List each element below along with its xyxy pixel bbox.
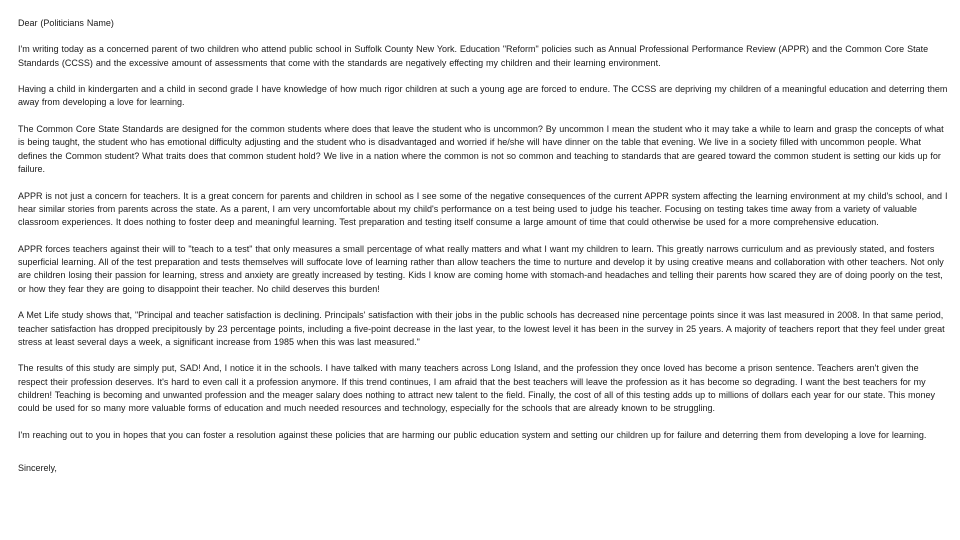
paragraph-common-core: The Common Core State Standards are designed for the common students where does that leave the student who is uncommon? By uncommon I mean the student who it may take a while to learn and grasp the concepts of what is being taught, the student who has emotional difficulty adjusting and the student who is disadvantaged and worried if he/she will have dinner on the table that evening. We live in a society filled with uncommon people. What defines the Common student? What traits does that common student hold? We live in a nation where the common is not so common and teaching to standards that are geared toward the common student is setting our kids up for failure. bbox=[18, 124, 944, 174]
paragraph-request: I'm reaching out to you in hopes that you can foster a resolution against these policies that are harming our public education system and setting our children up for failure and deterring them from developing a love for learning. bbox=[18, 429, 927, 440]
paragraph-appr-concern: APPR is not just a concern for teachers. It is a great concern for parents and children in school as I see some of the negative consequences of the current APPR system affecting the learning environment at my child's school, and I hear similar stories from parents across the state. As a parent, I am very uncomfortable about my child's performance on a test being used to judge his teacher. Focusing on testing takes time away from a variety of valuable classroom experiences. It does nothing to foster deep and meaningful learning. Test preparation and testing itself consume a large amount of time that could otherwise be used for a more comprehensive education. bbox=[18, 190, 948, 228]
paragraph-appr-teach-to-test: APPR forces teachers against their will to "teach to a test" that only measures a small percentage of what really matters and what I want my children to learn. This greatly narrows curriculum and as previously stated, and fosters superficial learning. All of the test preparation and tests themselves will suffocate love of learning rather than allow teachers the time to nurture and develop it by using creative means and collaboration with other teachers. Not only are children losing their passion for learning, stress and anxiety are greatly increased by testing. Kids I know are coming home with stomach-and headaches and telling their parents how scared they are of doing poorly on the test, or how they fear they are going to disappoint their teacher. No child deserves this burden! bbox=[18, 243, 944, 294]
paragraph-kindergarten: Having a child in kindergarten and a child in second grade I have knowledge of how much rigor children at such a young age are forced to endure. The CCSS are depriving my children of a meaningful education and deterring them away from developing a love for learning. bbox=[18, 84, 948, 108]
closing: Sincerely, bbox=[18, 463, 57, 474]
paragraph-metlife-study: A Met Life study shows that, "Principal and teacher satisfaction is declining. Principals' satisfaction with their jobs in the public schools has decreased nine percentage points since it was last measured in 2008. In that same period, teacher satisfaction has dropped precipitously by 23 percentage points, including a five-point decrease in the last year, to the lowest level it has been in the survey in 25 years. A majority of teachers report that they feel under great stress at least several days a week, a significant increase from 1985 when this was last measured." bbox=[18, 310, 945, 347]
letter-document bbox=[18, 17, 950, 476]
salutation: Dear (Politicians Name) bbox=[18, 18, 114, 28]
paragraph-study-results: The results of this study are simply put, SAD! And, I notice it in the schools. I have talked with many teachers across Long Island, and the profession they once loved has become a prison sentence. Teachers aren't given the respect their profession deserves. It's hard to even call it a profession anymore. If this trend continues, I am afraid that the best teachers will leave the profession as it has become so degrading. I want the best teachers for my children! Teaching is becoming and unwanted profession and the meager salary does nothing to attract new talent to the field. Finally, the cost of all of this testing adds up to millions of dollars each year for our state. This money could be used for so many more valuable forms of education and much needed resources and technology, especially for the schools that are already known to be struggling. bbox=[18, 363, 936, 414]
paragraph-intro: I'm writing today as a concerned parent of two children who attend public school in Suffolk County New York. Education "Reform" policies such as Annual Professional Performance Review (APPR) and the Common Core State Standards (CCSS) and the excessive amount of assessments that come with the standards are negatively effecting my children and their learning environment. bbox=[18, 44, 929, 68]
